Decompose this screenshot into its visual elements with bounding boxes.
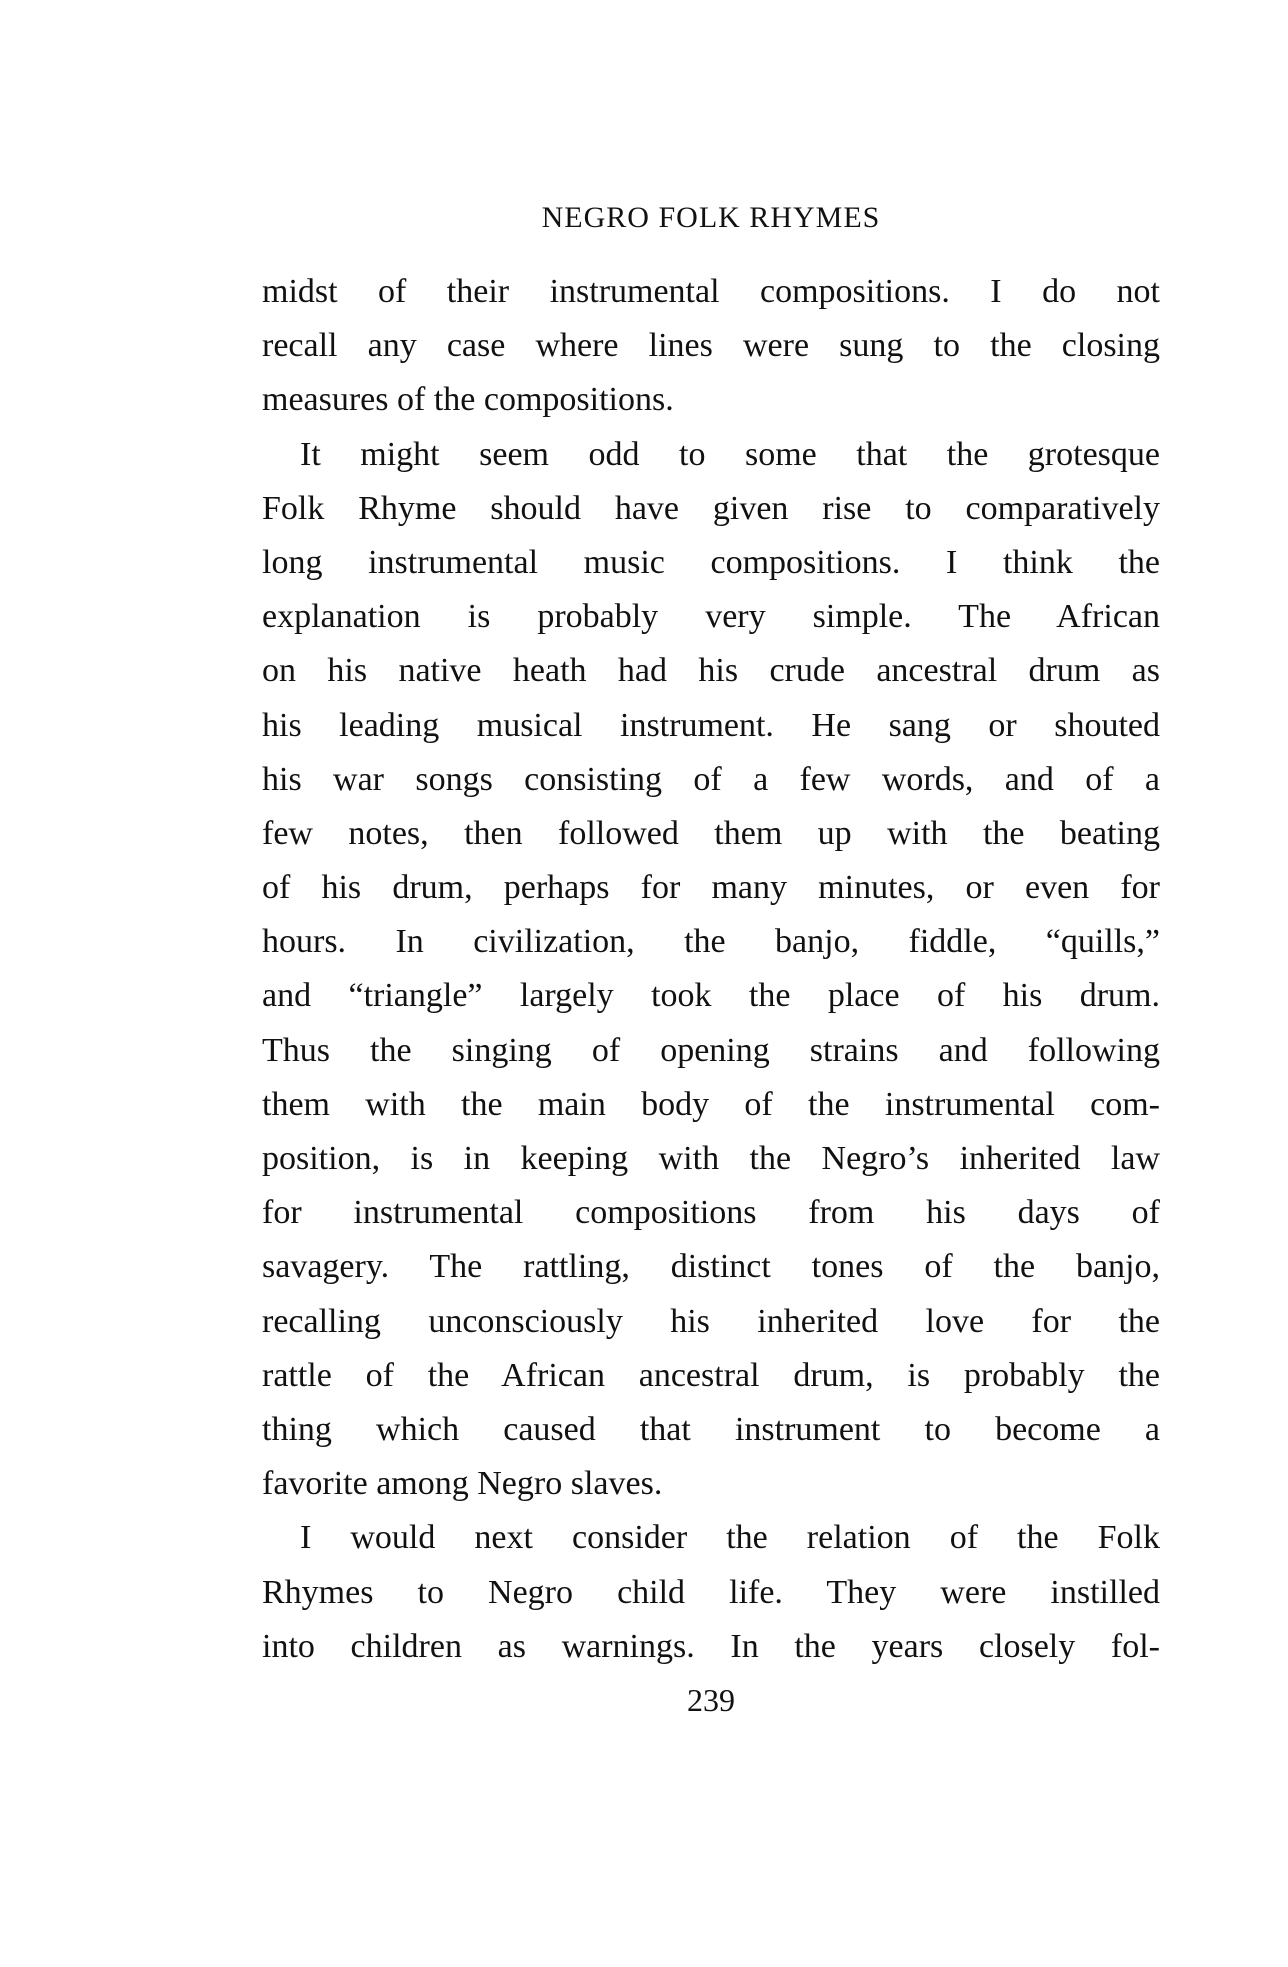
text-line: explanation is probably very simple. The African [262,598,1160,636]
text-line: I would next consider the relation of the Folk [300,1519,1160,1557]
text-line: his war songs consisting of a few words, and of a [262,760,1160,798]
text-line: position, is in keeping with the Negro’s inherited law [262,1140,1160,1177]
text-line: midst of their instrumental compositions. I do not [262,273,1160,310]
text-line: favorite among Negro slaves. [262,1465,663,1503]
text-line: rattle of the African ancestral drum, is probably the [262,1356,1160,1394]
text-line: long instrumental music compositions. I think the [262,543,1160,581]
text-line: hours. In civilization, the banjo, fiddle, “quills,” [262,923,1160,961]
page-number: 239 [687,1682,735,1718]
text-line: for instrumental compositions from his days of [262,1194,1160,1232]
page-body [262,265,1160,1674]
text-line: them with the main body of the instrumental com- [262,1085,1160,1123]
paragraph [262,265,1160,428]
text-line: few notes, then followed them up with the beating [262,814,1160,852]
text-line: savagery. The rattling, distinct tones of the banjo, [262,1248,1160,1286]
text-line: his leading musical instrument. He sang or shouted [262,706,1160,744]
text-line: Thus the singing of opening strains and following [262,1031,1160,1069]
text-line: thing which caused that instrument to become a [262,1410,1160,1448]
text-line: recall any case where lines were sung to the closing [262,327,1160,365]
text-line: of his drum, perhaps for many minutes, or even for [262,869,1160,907]
text-line: recalling unconsciously his inherited love for the [262,1302,1160,1340]
paragraph [262,1511,1160,1674]
running-header: NEGRO FOLK RHYMES [541,201,881,234]
text-line: Rhymes to Negro child life. They were instilled [262,1573,1160,1611]
text-line: measures of the compositions. [262,381,674,419]
text-line: into children as warnings. In the years closely fol- [262,1627,1160,1665]
paragraph [262,428,1160,1512]
text-line: It might seem odd to some that the grotesque [300,435,1160,473]
text-line: on his native heath had his crude ancestral drum as [262,652,1160,690]
text-line: Folk Rhyme should have given rise to comparatively [262,489,1160,527]
text-line: and “triangle” largely took the place of his drum. [262,977,1160,1015]
